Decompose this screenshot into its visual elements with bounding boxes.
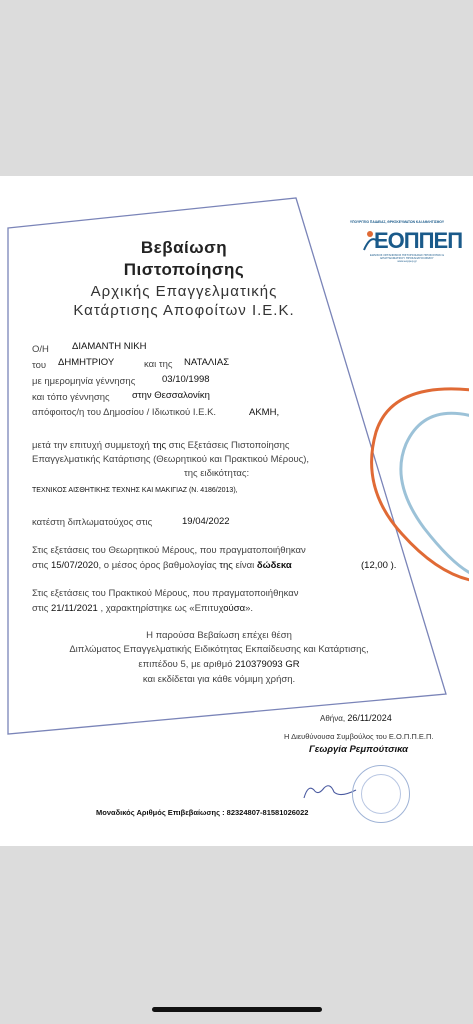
grade-number: (12,00 ).	[361, 560, 397, 571]
logo-name: ΕΟΠΠΕΠ	[374, 228, 463, 253]
label-birthdate: με ημερομηνία γέννησης	[32, 376, 136, 387]
practical-date: 21/11/2021	[50, 603, 98, 614]
theory-date: 15/07/2020	[50, 560, 99, 571]
logo-web: www.eoppep.gr	[397, 259, 417, 264]
theory-line-2	[32, 560, 292, 571]
home-indicator[interactable]	[152, 1007, 322, 1012]
theory-label-date: στις	[32, 560, 49, 571]
subtitle-line-2: Κατάρτισης Αποφοίτων Ι.Ε.Κ.	[73, 302, 295, 319]
practical-result-end: ».	[245, 603, 254, 614]
label-name: Ο/Η	[32, 344, 49, 355]
birthdate: 03/10/1998	[162, 374, 210, 385]
exam-line-2: Επαγγελματικής Κατάρτισης (Θεωρητικού και Πρακτικού Μέρους),	[32, 454, 310, 465]
subtitle-line-1: Αρχικής Επαγγελματικής	[90, 283, 278, 300]
logo-org: ΕΘΝΙΚΟΣ ΟΡΓΑΝΙΣΜΟΣ ΠΙΣΤΟΠΟΙΗΣΗΣ ΠΡΟΣΟΝΤΩΝ & ΕΠΑΓΓΕΛΜΑΤΙΚΟΥ ΠΡΟΣΑΝΑΤΟΛΙΣΜΟΥ	[369, 253, 445, 261]
bottom-gray-band	[0, 846, 473, 1024]
signature-place-date	[320, 713, 392, 723]
person-name: ΔΙΑΜΑΝΤΗ ΝΙΚΗ	[72, 341, 147, 352]
practical-label-date: στις	[32, 603, 49, 614]
logo-org-text	[364, 254, 450, 264]
exam-line-1a: μετά την επιτυχή συμμετοχή	[32, 440, 150, 451]
mother-name: ΝΑΤΑΛΙΑΣ	[184, 357, 230, 368]
label-father: του	[32, 360, 47, 371]
title-line-2: Πιστοποίησης	[123, 260, 245, 279]
top-gray-band	[0, 0, 473, 176]
exam-line-1c: στις Εξετάσεις Πιστοποίησης	[168, 440, 290, 451]
signatory-role: Η Διευθύνουσα Συμβούλος του Ε.Ο.Π.Π.Ε.Π.	[284, 732, 434, 741]
certificate-document	[4, 182, 469, 842]
equivalence-line-3	[4, 659, 434, 670]
father-name: ΔΗΜΗΤΡΙΟΥ	[58, 357, 115, 368]
verification-label: Μοναδικός Αριθμός Επιβεβαίωσης :	[96, 808, 225, 817]
exam-line-1	[32, 440, 289, 451]
specialty: ΤΕΧΝΙΚΟΣ ΑΙΣΘΗΤΙΚΗΣ ΤΕΧΝΗΣ ΚΑΙ ΜΑΚΙΓΙΑΖ (Ν. 4186/2013),	[32, 487, 238, 494]
label-level: επιπέδου 5, με αριθμό	[138, 659, 233, 670]
signatory-name: Γεωργία Ρεμπούτσικα	[309, 744, 408, 755]
label-graduated: κατέστη διπλωματούχος στις	[32, 517, 153, 528]
equivalence-line-1: Η παρούσα Βεβαίωση επέχει θέση	[146, 630, 292, 641]
practical-result-suffix: ούσα	[223, 603, 246, 614]
theory-label-avg-b: της	[219, 560, 233, 571]
verification-line	[96, 808, 308, 817]
exam-line-1b: της	[152, 440, 167, 451]
title-line-1: Βεβαίωση	[140, 238, 228, 257]
logo-ministry-text: ΥΠΟΥΡΓΕΙΟ ΠΑΙΔΕΙΑΣ, ΘΡΗΣΚΕΥΜΑΤΩΝ ΚΑΙ ΑΘΛΗΤΙΣΜΟΥ	[349, 220, 445, 224]
verification-code: 82324807-81581026022	[226, 808, 309, 817]
practical-line-2	[32, 603, 253, 614]
theory-label-avg: , ο μέσος όρος βαθμολογίας	[98, 560, 217, 571]
signature-date: 26/11/2024	[347, 713, 392, 723]
graduation-date: 19/04/2022	[182, 516, 230, 527]
equivalence-line-2: Διπλώματος Επαγγελματικής Ειδικότητας Εκπαίδευσης και Κατάρτισης,	[69, 644, 369, 655]
practical-line-1: Στις εξετάσεις του Πρακτικού Μέρους, που πραγματοποιήθηκαν	[32, 588, 299, 599]
equivalence-line-4: και εκδίδεται για κάθε νόμιμη χρήση.	[142, 674, 296, 685]
birthplace: στην Θεσσαλονίκη	[132, 390, 210, 401]
signature-place: Αθήνα,	[320, 714, 346, 723]
theory-label-avg-c: είναι	[235, 560, 255, 571]
label-birthplace: και τόπο γέννησης	[32, 392, 110, 403]
document-decoration	[4, 182, 469, 842]
handwritten-signature-icon	[300, 780, 360, 804]
practical-label-result: , χαρακτηρίστηκε ως «Επιτυχ	[100, 603, 224, 614]
official-stamp-icon	[352, 765, 410, 823]
label-mother: και της	[144, 359, 173, 370]
school-name: ΑΚΜΗ,	[249, 407, 280, 418]
exam-line-3: της ειδικότητας:	[184, 468, 250, 479]
theory-line-1: Στις εξετάσεις του Θεωρητικού Μέρους, που πραγματοποιήθηκαν	[32, 545, 306, 556]
grade-word: δώδεκα	[256, 560, 292, 571]
label-school: απόφοιτος/η του Δημοσίου / Ιδιωτικού Ι.Ε.Κ.	[32, 407, 217, 418]
diploma-number: 210379093 GR	[235, 659, 300, 670]
